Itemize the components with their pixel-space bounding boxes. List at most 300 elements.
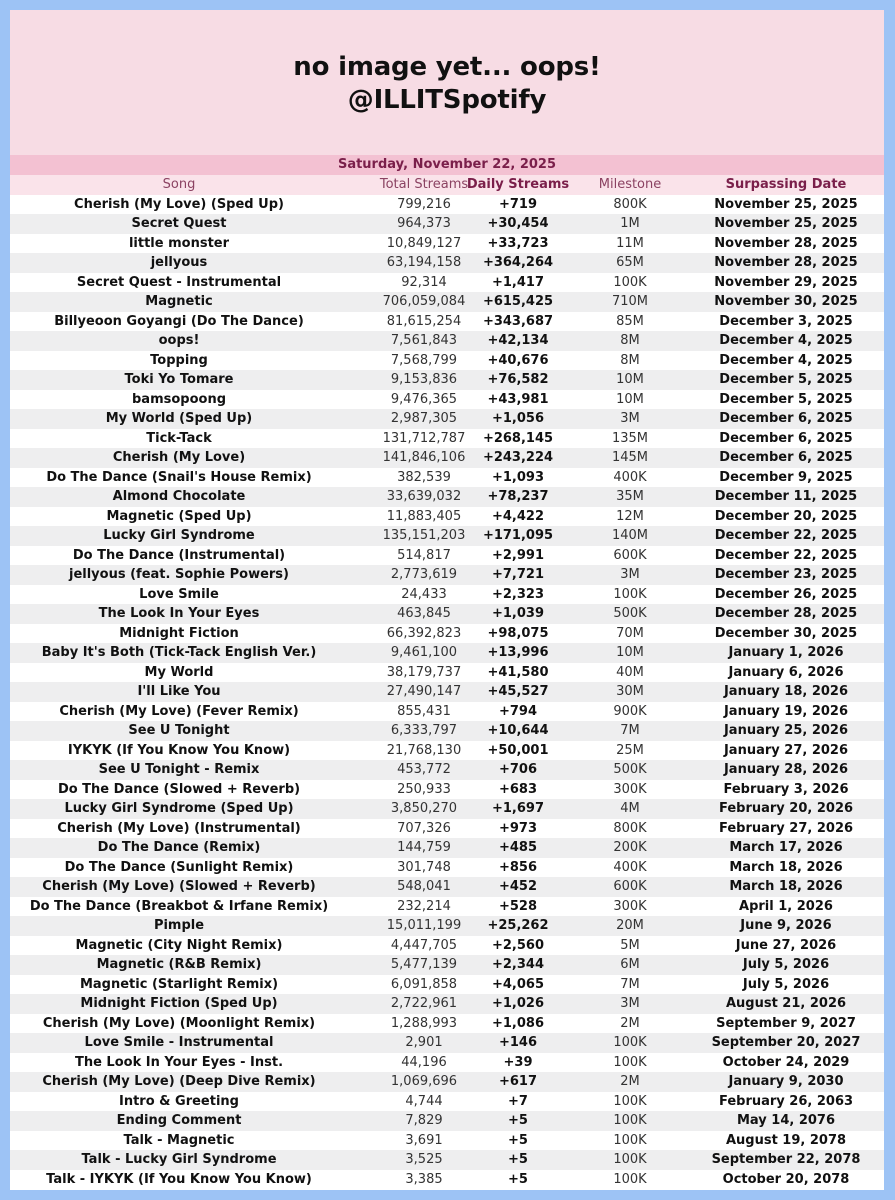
table-row [10,858,884,878]
cell-total-streams: 21,768,130 [386,742,462,758]
cell-song: Toki Yo Tomare [124,372,234,387]
table-row [10,253,884,273]
table-row [10,292,884,312]
column-header-milestone: Milestone [598,177,662,192]
cell-daily-streams: +243,224 [482,450,554,465]
table-row [10,370,884,390]
cell-total-streams: 799,216 [397,196,451,212]
table-header-row [10,175,884,195]
cell-surpassing-date: November 30, 2025 [714,294,858,309]
cell-daily-streams: +171,095 [482,528,554,543]
cell-song: Love Smile [139,586,219,602]
cell-total-streams: 3,385 [405,1171,443,1187]
cell-surpassing-date: November 25, 2025 [714,196,858,212]
cell-song: Magnetic (R&B Remix) [96,957,262,972]
cell-surpassing-date: January 27, 2026 [723,742,849,758]
cell-song: Magnetic (Sped Up) [106,508,252,524]
cell-song: Magnetic (City Night Remix) [75,937,283,953]
cell-song: The Look In Your Eyes - Inst. [74,1054,284,1070]
cell-daily-streams: +706 [498,762,538,777]
table-row [10,273,884,293]
table-row [10,448,884,468]
table-row [10,1014,884,1034]
cell-song: See U Tonight [128,723,230,738]
cell-daily-streams: +1,417 [491,274,544,290]
cell-milestone: 100K [613,1152,647,1167]
cell-daily-streams: +4,065 [491,976,544,992]
cell-surpassing-date: November 29, 2025 [714,274,858,290]
cell-daily-streams: +452 [498,879,538,894]
cell-surpassing-date: March 17, 2026 [729,840,843,855]
table-row [10,214,884,234]
cell-total-streams: 135,151,203 [382,528,466,543]
table-row [10,702,884,722]
title-line-2: @ILLITSpotify [347,84,547,115]
cell-surpassing-date: December 26, 2025 [714,586,858,602]
cell-surpassing-date: December 20, 2025 [714,508,858,524]
table-row [10,585,884,605]
cell-milestone: 6M [620,957,640,972]
cell-milestone: 10M [616,645,644,660]
column-header-daily-streams: Daily Streams [466,177,570,192]
cell-song: Do The Dance (Sunlight Remix) [64,859,294,875]
cell-total-streams: 44,196 [401,1054,447,1070]
cell-daily-streams: +42,134 [487,333,549,348]
cell-total-streams: 514,817 [397,547,451,563]
cell-surpassing-date: December 30, 2025 [714,625,858,641]
cell-surpassing-date: December 23, 2025 [714,567,858,582]
cell-total-streams: 63,194,158 [386,255,462,270]
cell-song: Cherish (My Love) (Instrumental) [57,820,301,836]
cell-song: Cherish (My Love) (Fever Remix) [59,703,299,719]
cell-surpassing-date: January 9, 2030 [728,1074,844,1089]
cell-daily-streams: +719 [498,196,538,212]
cell-song: Cherish (My Love) (Sped Up) [74,196,284,212]
cell-milestone: 3M [620,996,640,1011]
cell-milestone: 35M [616,489,644,504]
cell-total-streams: 66,392,823 [386,625,462,641]
cell-song: Midnight Fiction [119,625,239,641]
cell-milestone: 135M [611,430,649,446]
cell-total-streams: 81,615,254 [386,313,462,329]
cell-total-streams: 92,314 [401,274,447,290]
table-row [10,916,884,936]
cell-song: Pimple [153,918,205,933]
cell-total-streams: 3,525 [405,1152,443,1167]
cell-daily-streams: +5 [508,1152,528,1167]
cell-total-streams: 2,722,961 [390,996,458,1011]
cell-surpassing-date: July 5, 2026 [742,976,830,992]
cell-song: Talk - IYKYK (If You Know You Know) [46,1171,312,1187]
cell-total-streams: 382,539 [397,469,451,485]
cell-surpassing-date: December 28, 2025 [714,606,858,621]
cell-daily-streams: +78,237 [487,489,549,504]
cell-song: Baby It's Both (Tick-Tack English Ver.) [41,645,317,660]
cell-surpassing-date: September 9, 2027 [716,1015,856,1031]
cell-milestone: 10M [616,372,644,387]
table-row [10,351,884,371]
table-row [10,663,884,683]
cell-daily-streams: +2,991 [491,547,544,563]
table-row [10,604,884,624]
cell-song: Cherish (My Love) (Deep Dive Remix) [42,1074,316,1089]
cell-song: oops! [158,333,200,348]
cell-daily-streams: +615,425 [482,294,554,309]
cell-daily-streams: +617 [498,1074,538,1089]
cell-song: Do The Dance (Slowed + Reverb) [57,781,301,797]
cell-song: My World (Sped Up) [105,411,253,426]
cell-daily-streams: +43,981 [487,391,549,407]
table-row [10,780,884,800]
cell-total-streams: 10,849,127 [386,235,462,251]
cell-surpassing-date: December 5, 2025 [719,391,853,407]
cell-milestone: 2M [620,1074,640,1089]
title-line-1: no image yet... oops! [293,51,601,82]
cell-song: Midnight Fiction (Sped Up) [80,996,278,1011]
cell-total-streams: 3,691 [405,1132,443,1148]
cell-surpassing-date: January 25, 2026 [723,723,849,738]
cell-total-streams: 707,326 [397,820,451,836]
column-header-total-streams: Total Streams [379,177,469,192]
cell-milestone: 65M [616,255,644,270]
cell-milestone: 100K [613,1171,647,1187]
cell-song: Talk - Lucky Girl Syndrome [81,1152,277,1167]
table-row [10,487,884,507]
cell-total-streams: 463,845 [397,606,451,621]
cell-milestone: 100K [613,1054,647,1070]
cell-song: Do The Dance (Instrumental) [72,547,286,563]
cell-milestone: 2M [620,1015,640,1031]
cell-surpassing-date: November 28, 2025 [714,235,858,251]
cell-daily-streams: +364,264 [482,255,554,270]
cell-total-streams: 33,639,032 [386,489,462,504]
cell-surpassing-date: October 20, 2078 [722,1171,850,1187]
table-row [10,955,884,975]
cell-surpassing-date: August 21, 2026 [725,996,847,1011]
cell-surpassing-date: April 1, 2026 [739,898,833,914]
cell-milestone: 100K [613,274,647,290]
cell-daily-streams: +973 [498,820,538,836]
cell-total-streams: 706,059,084 [382,294,466,309]
cell-daily-streams: +5 [508,1171,528,1187]
cell-total-streams: 15,011,199 [386,918,462,933]
cell-daily-streams: +1,039 [491,606,544,621]
cell-surpassing-date: January 1, 2026 [728,645,844,660]
table-row [10,1170,884,1190]
cell-daily-streams: +1,026 [491,996,544,1011]
cell-song: Do The Dance (Breakbot & Irfane Remix) [29,898,329,914]
cell-song: Secret Quest [131,216,227,231]
cell-surpassing-date: September 20, 2027 [711,1035,861,1050]
cell-daily-streams: +45,527 [487,684,549,699]
table-row [10,1072,884,1092]
cell-daily-streams: +5 [508,1132,528,1148]
cell-milestone: 8M [620,352,640,368]
cell-total-streams: 141,846,106 [382,450,466,465]
cell-daily-streams: +1,086 [491,1015,544,1031]
cell-total-streams: 6,333,797 [390,723,458,738]
cell-daily-streams: +343,687 [482,313,554,329]
cell-total-streams: 548,041 [397,879,451,894]
cell-total-streams: 7,561,843 [390,333,458,348]
cell-milestone: 400K [613,859,647,875]
cell-song: Do The Dance (Remix) [97,840,261,855]
table-row [10,312,884,332]
table-body [10,195,884,1190]
cell-milestone: 10M [616,391,644,407]
cell-daily-streams: +794 [498,703,538,719]
title-banner [10,10,884,155]
table-row [10,741,884,761]
cell-song: Intro & Greeting [119,1093,239,1109]
cell-daily-streams: +1,093 [491,469,544,485]
cell-total-streams: 453,772 [397,762,451,777]
cell-milestone: 600K [613,547,647,563]
cell-daily-streams: +33,723 [487,235,549,251]
table-row [10,234,884,254]
table-row [10,507,884,527]
cell-milestone: 40M [616,664,644,680]
cell-milestone: 300K [613,781,647,797]
cell-surpassing-date: July 5, 2026 [742,957,830,972]
table-row [10,331,884,351]
cell-total-streams: 9,476,365 [390,391,458,407]
cell-total-streams: 5,477,139 [390,957,458,972]
cell-surpassing-date: January 18, 2026 [723,684,849,699]
cell-total-streams: 7,568,799 [390,352,458,368]
cell-milestone: 85M [616,313,644,329]
cell-daily-streams: +4,422 [491,508,544,524]
cell-surpassing-date: November 28, 2025 [714,255,858,270]
cell-daily-streams: +485 [498,840,538,855]
cell-song: Almond Chocolate [112,489,246,504]
cell-total-streams: 9,461,100 [390,645,458,660]
table-row [10,1111,884,1131]
cell-total-streams: 4,744 [405,1093,443,1109]
cell-song: little monster [128,235,230,251]
cell-surpassing-date: June 27, 2026 [735,937,837,953]
cell-total-streams: 3,850,270 [390,801,458,816]
table-row [10,897,884,917]
cell-milestone: 7M [620,976,640,992]
cell-milestone: 140M [611,528,649,543]
cell-daily-streams: +1,056 [491,411,544,426]
table-row [10,975,884,995]
table-row [10,838,884,858]
cell-surpassing-date: January 28, 2026 [723,762,849,777]
cell-total-streams: 1,288,993 [390,1015,458,1031]
cell-milestone: 100K [613,1113,647,1128]
cell-surpassing-date: November 25, 2025 [714,216,858,231]
cell-surpassing-date: February 26, 2063 [718,1093,854,1109]
cell-surpassing-date: December 22, 2025 [714,547,858,563]
table-row [10,1150,884,1170]
cell-milestone: 1M [620,216,640,231]
cell-song: Ending Comment [116,1113,242,1128]
cell-daily-streams: +50,001 [487,742,549,758]
cell-song: IYKYK (If You Know You Know) [67,742,291,758]
cell-milestone: 100K [613,1035,647,1050]
cell-milestone: 8M [620,333,640,348]
table-row [10,429,884,449]
cell-song: Magnetic (Starlight Remix) [79,976,279,992]
cell-song: See U Tonight - Remix [98,762,260,777]
cell-daily-streams: +146 [498,1035,538,1050]
cell-total-streams: 964,373 [397,216,451,231]
table-row [10,526,884,546]
cell-total-streams: 27,490,147 [386,684,462,699]
cell-milestone: 100K [613,1093,647,1109]
cell-daily-streams: +98,075 [487,625,549,641]
table-row [10,936,884,956]
cell-surpassing-date: December 6, 2025 [719,411,853,426]
cell-song: Tick-Tack [146,430,212,446]
cell-daily-streams: +268,145 [482,430,554,446]
cell-daily-streams: +683 [498,781,538,797]
cell-song: Cherish (My Love) [112,450,246,465]
cell-daily-streams: +41,580 [487,664,549,680]
cell-total-streams: 1,069,696 [390,1074,458,1089]
cell-song: Talk - Magnetic [123,1132,235,1148]
cell-milestone: 710M [611,294,649,309]
table-row [10,682,884,702]
cell-surpassing-date: March 18, 2026 [729,859,843,875]
cell-surpassing-date: December 4, 2025 [719,333,853,348]
cell-daily-streams: +7 [508,1093,528,1109]
cell-milestone: 7M [620,723,640,738]
cell-song: Billyeoon Goyangi (Do The Dance) [54,313,304,329]
cell-daily-streams: +39 [503,1054,533,1070]
cell-milestone: 11M [616,235,644,251]
cell-milestone: 100K [613,1132,647,1148]
table-row [10,195,884,215]
table-row [10,1092,884,1112]
cell-surpassing-date: January 19, 2026 [723,703,849,719]
cell-daily-streams: +2,323 [491,586,544,602]
cell-total-streams: 4,447,705 [390,937,458,953]
table-row [10,1131,884,1151]
cell-surpassing-date: February 27, 2026 [718,820,854,836]
table-row [10,546,884,566]
cell-total-streams: 2,901 [405,1035,443,1050]
cell-total-streams: 232,214 [397,898,451,914]
cell-song: My World [144,664,214,680]
cell-milestone: 12M [616,508,644,524]
cell-song: Cherish (My Love) (Moonlight Remix) [42,1015,316,1031]
cell-total-streams: 301,748 [397,859,451,875]
cell-surpassing-date: March 18, 2026 [729,879,843,894]
cell-song: jellyous (feat. Sophie Powers) [68,567,289,582]
cell-daily-streams: +2,560 [491,937,544,953]
column-header-song: Song [162,177,196,192]
table-row [10,1053,884,1073]
cell-total-streams: 6,091,858 [390,976,458,992]
cell-daily-streams: +856 [498,859,538,875]
cell-surpassing-date: August 19, 2078 [725,1132,847,1148]
table-row [10,877,884,897]
cell-total-streams: 855,431 [397,703,451,719]
cell-milestone: 145M [611,450,649,465]
cell-surpassing-date: January 6, 2026 [728,664,844,680]
cell-song: I'll Like You [137,684,221,699]
cell-song: jellyous [150,255,208,270]
cell-surpassing-date: December 3, 2025 [719,313,853,329]
cell-milestone: 100K [613,586,647,602]
cell-total-streams: 2,987,305 [390,411,458,426]
table-row [10,721,884,741]
cell-total-streams: 38,179,737 [386,664,462,680]
cell-total-streams: 2,773,619 [390,567,458,582]
cell-daily-streams: +7,721 [491,567,544,582]
cell-surpassing-date: October 24, 2029 [722,1054,850,1070]
cell-milestone: 300K [613,898,647,914]
column-header-surpassing-date: Surpassing Date [725,177,847,192]
table-row [10,799,884,819]
cell-total-streams: 11,883,405 [386,508,462,524]
cell-milestone: 400K [613,469,647,485]
cell-total-streams: 9,153,836 [390,372,458,387]
table-row [10,643,884,663]
cell-song: Topping [150,352,208,368]
cell-total-streams: 144,759 [397,840,451,855]
table-row [10,819,884,839]
cell-surpassing-date: December 9, 2025 [719,469,853,485]
cell-milestone: 70M [616,625,644,641]
table-row [10,760,884,780]
cell-daily-streams: +528 [498,898,538,914]
table-row [10,565,884,585]
cell-song: Cherish (My Love) (Slowed + Reverb) [42,879,316,894]
table-row [10,624,884,644]
cell-daily-streams: +2,344 [491,957,544,972]
cell-milestone: 5M [620,937,640,953]
cell-milestone: 800K [613,820,647,836]
cell-milestone: 900K [613,703,647,719]
cell-surpassing-date: December 6, 2025 [719,450,853,465]
cell-daily-streams: +1,697 [491,801,544,816]
cell-song: The Look In Your Eyes [98,606,260,621]
table-row [10,468,884,488]
cell-surpassing-date: December 22, 2025 [714,528,858,543]
cell-milestone: 25M [616,742,644,758]
table-row [10,1033,884,1053]
cell-daily-streams: +5 [508,1113,528,1128]
cell-surpassing-date: June 9, 2026 [740,918,832,933]
cell-daily-streams: +13,996 [487,645,549,660]
cell-milestone: 600K [613,879,647,894]
cell-milestone: 30M [616,684,644,699]
cell-song: Lucky Girl Syndrome (Sped Up) [64,801,294,816]
cell-daily-streams: +40,676 [487,352,549,368]
table-row [10,390,884,410]
cell-song: Love Smile - Instrumental [84,1035,274,1050]
cell-milestone: 20M [616,918,644,933]
cell-daily-streams: +10,644 [487,723,549,738]
cell-surpassing-date: December 11, 2025 [714,489,858,504]
cell-total-streams: 131,712,787 [382,430,466,446]
table-row [10,994,884,1014]
cell-song: bamsopoong [131,391,227,407]
cell-song: Do The Dance (Snail's House Remix) [46,469,312,485]
cell-surpassing-date: February 3, 2026 [723,781,849,797]
cell-milestone: 4M [620,801,640,816]
streams-table-card [10,10,884,1190]
table-row [10,409,884,429]
cell-milestone: 500K [613,762,647,777]
cell-total-streams: 250,933 [397,781,451,797]
cell-total-streams: 7,829 [405,1113,443,1128]
cell-surpassing-date: December 4, 2025 [719,352,853,368]
